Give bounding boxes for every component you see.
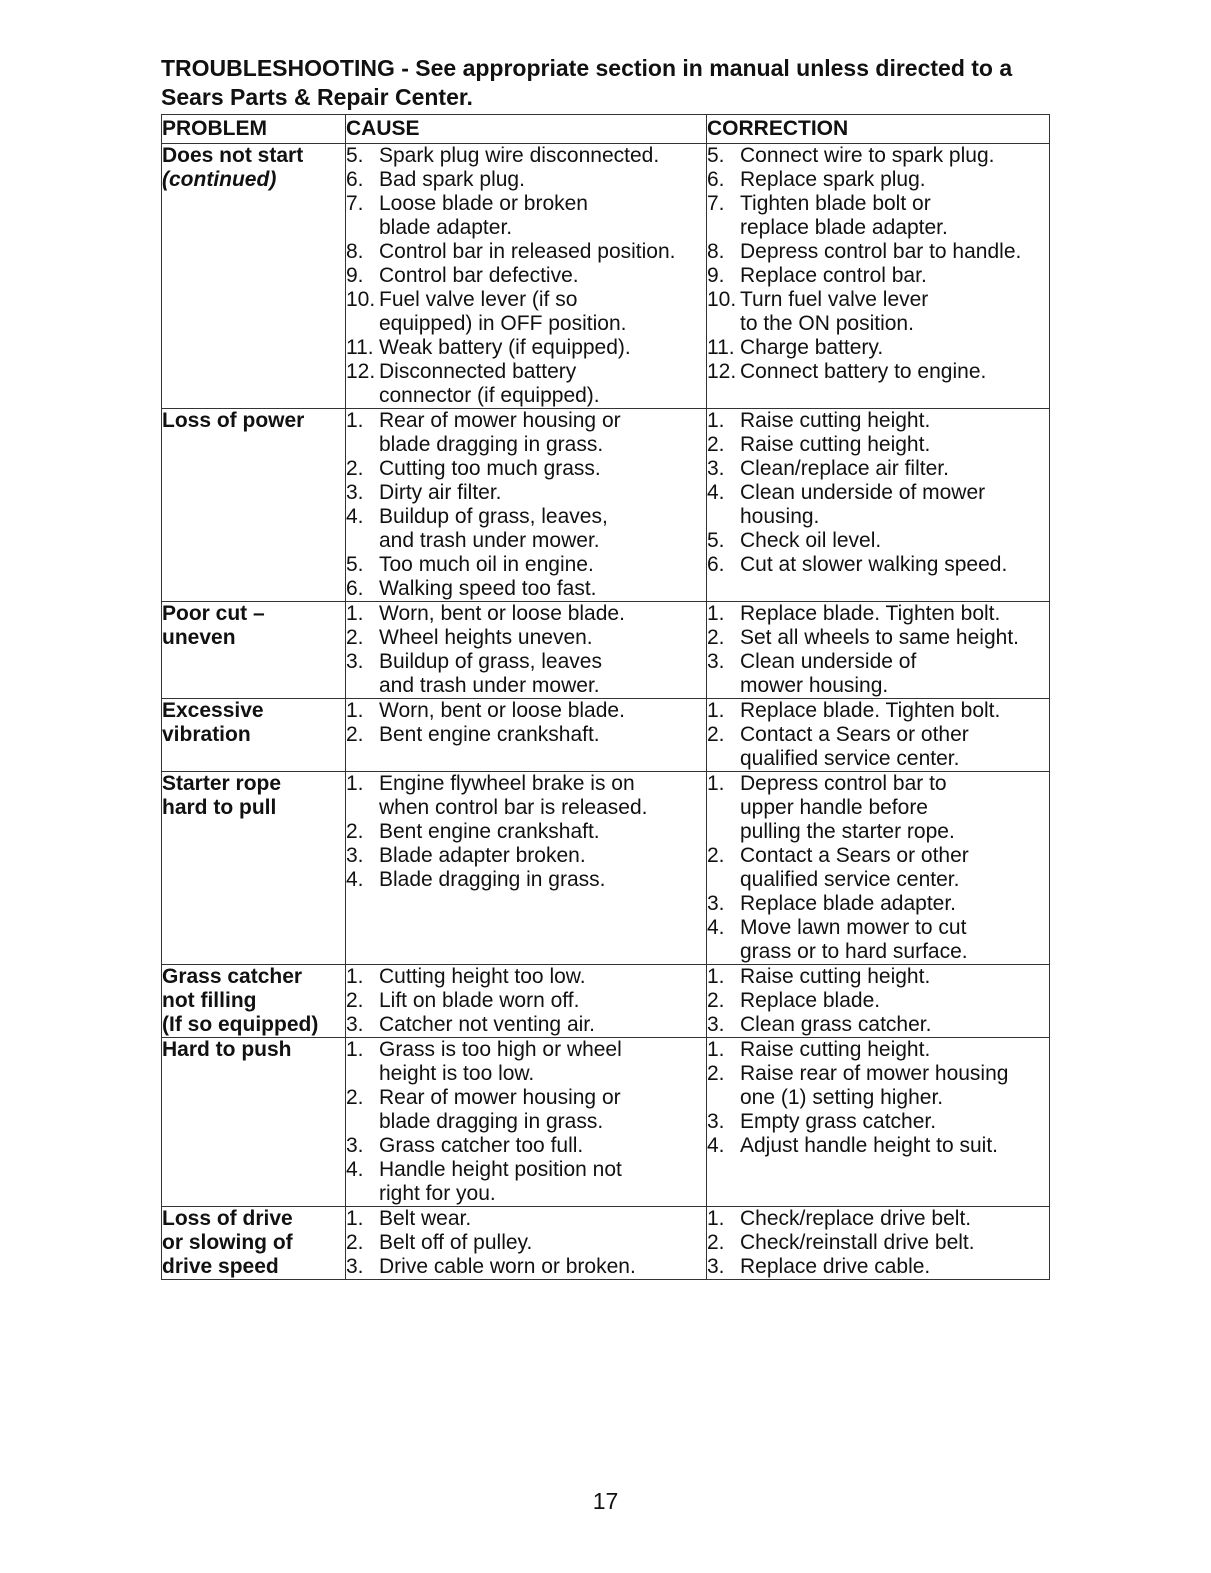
item-number: 3. — [707, 1013, 725, 1036]
item-number: 2. — [707, 433, 725, 456]
correction-item — [707, 602, 1049, 626]
item-text: Grass catcher too full. — [379, 1134, 584, 1157]
cause-cell — [346, 602, 707, 699]
problem-label: Starter rope hard to pull — [162, 772, 282, 819]
cause-item — [346, 1134, 706, 1158]
cause-item — [346, 772, 706, 820]
correction-item — [707, 1038, 1049, 1062]
problem-label: Excessive vibration — [162, 699, 264, 746]
item-number: 1. — [346, 965, 364, 988]
correction-cell — [707, 602, 1050, 699]
item-number: 4. — [346, 868, 364, 891]
problem-cell — [162, 409, 346, 602]
table-row — [162, 409, 1050, 602]
correction-cell — [707, 1038, 1050, 1207]
item-text: Cut at slower walking speed. — [740, 553, 1008, 576]
item-text: Clean/replace air filter. — [740, 457, 949, 480]
correction-item — [707, 553, 1049, 577]
cause-item — [346, 1255, 706, 1279]
correction-cell — [707, 699, 1050, 772]
problem-label: Loss of drive or slowing of drive speed — [162, 1207, 293, 1278]
item-number: 3. — [707, 457, 725, 480]
correction-item — [707, 192, 1049, 240]
correction-cell — [707, 1207, 1050, 1280]
cause-item — [346, 553, 706, 577]
cause-item — [346, 168, 706, 192]
correction-item — [707, 650, 1049, 698]
correction-item — [707, 1255, 1049, 1279]
item-text: Replace blade. — [740, 989, 881, 1012]
correction-item — [707, 916, 1049, 964]
item-text: Loose blade or broken blade adapter. — [379, 192, 588, 239]
item-text: Buildup of grass, leaves, and trash under mower. — [379, 505, 608, 552]
cause-cell — [346, 1207, 707, 1280]
item-number: 1. — [346, 699, 364, 722]
item-text: Rear of mower housing or blade dragging in grass. — [379, 409, 621, 456]
cause-item — [346, 457, 706, 481]
correction-item — [707, 989, 1049, 1013]
item-text: Raise cutting height. — [740, 1038, 931, 1061]
correction-item — [707, 844, 1049, 892]
correction-item — [707, 168, 1049, 192]
correction-cell — [707, 144, 1050, 409]
cause-item — [346, 192, 706, 240]
item-text: Bent engine crankshaft. — [379, 820, 600, 843]
item-number: 2. — [707, 989, 725, 1012]
item-text: Blade dragging in grass. — [379, 868, 606, 891]
item-text: Connect battery to engine. — [740, 360, 987, 383]
problem-cell — [162, 144, 346, 409]
cause-cell — [346, 409, 707, 602]
correction-item — [707, 1207, 1049, 1231]
correction-item — [707, 965, 1049, 989]
table-row — [162, 772, 1050, 965]
cause-cell — [346, 699, 707, 772]
problem-cell — [162, 602, 346, 699]
item-text: Raise cutting height. — [740, 433, 931, 456]
item-text: Rear of mower housing or blade dragging in grass. — [379, 1086, 621, 1133]
cause-item — [346, 965, 706, 989]
item-text: Bad spark plug. — [379, 168, 525, 191]
table-row — [162, 144, 1050, 409]
page-title: TROUBLESHOOTING - See appropriate section in manual unless directed to a Sears Parts & Repair Center. — [161, 55, 1013, 110]
item-number: 1. — [346, 409, 364, 432]
item-number: 1. — [707, 1207, 725, 1230]
correction-item — [707, 1062, 1049, 1110]
correction-item — [707, 772, 1049, 844]
cause-item — [346, 1038, 706, 1086]
item-number: 2. — [346, 989, 364, 1012]
correction-item — [707, 240, 1049, 264]
cause-cell — [346, 1038, 707, 1207]
cause-item — [346, 1086, 706, 1134]
item-number: 1. — [346, 1207, 364, 1230]
item-text: Tighten blade bolt or replace blade adapter. — [740, 192, 948, 239]
cause-item — [346, 1013, 706, 1037]
item-text: Clean underside of mower housing. — [740, 481, 986, 528]
item-text: Move lawn mower to cut grass or to hard surface. — [740, 916, 968, 963]
correction-item — [707, 264, 1049, 288]
item-text: Drive cable worn or broken. — [379, 1255, 636, 1278]
item-number: 6. — [707, 553, 725, 576]
problem-cell — [162, 772, 346, 965]
item-text: Walking speed too fast. — [379, 577, 597, 600]
correction-item — [707, 892, 1049, 916]
table-row — [162, 1207, 1050, 1280]
item-number: 3. — [346, 481, 364, 504]
correction-cell — [707, 772, 1050, 965]
item-number: 9. — [707, 264, 725, 287]
item-text: Too much oil in engine. — [379, 553, 594, 576]
correction-item — [707, 1110, 1049, 1134]
item-number: 11. — [346, 336, 374, 359]
page-number: 17 — [592, 1488, 619, 1514]
correction-item — [707, 529, 1049, 553]
troubleshooting-table — [161, 114, 1050, 1280]
item-number: 1. — [707, 772, 725, 795]
item-number: 10. — [346, 288, 376, 311]
item-text: Check/replace drive belt. — [740, 1207, 972, 1230]
item-number: 5. — [346, 144, 364, 167]
cause-item — [346, 626, 706, 650]
item-number: 1. — [707, 409, 725, 432]
item-text: Lift on blade worn off. — [379, 989, 580, 1012]
item-number: 12. — [707, 360, 737, 383]
cause-item — [346, 989, 706, 1013]
cause-item — [346, 288, 706, 336]
item-text: Raise cutting height. — [740, 965, 931, 988]
problem-sublabel: (continued) — [162, 168, 277, 191]
item-number: 4. — [346, 1158, 364, 1181]
cause-item — [346, 650, 706, 698]
item-text: Replace spark plug. — [740, 168, 926, 191]
item-number: 3. — [707, 1255, 725, 1278]
item-text: Engine flywheel brake is on when control bar is released. — [379, 772, 648, 819]
item-text: Control bar defective. — [379, 264, 579, 287]
correction-cell — [707, 965, 1050, 1038]
cause-item — [346, 577, 706, 601]
item-text: Fuel valve lever (if so equipped) in OFF position. — [379, 288, 627, 335]
item-text: Contact a Sears or other qualified service center. — [740, 844, 969, 891]
cause-cell — [346, 772, 707, 965]
cause-item — [346, 481, 706, 505]
correction-item — [707, 144, 1049, 168]
item-number: 10. — [707, 288, 737, 311]
header-problem: PROBLEM — [162, 115, 346, 144]
cause-item — [346, 602, 706, 626]
item-text: Replace blade. Tighten bolt. — [740, 699, 1001, 722]
item-text: Spark plug wire disconnected. — [379, 144, 660, 167]
problem-label: Hard to push — [162, 1038, 292, 1061]
item-text: Blade adapter broken. — [379, 844, 586, 867]
item-text: Replace drive cable. — [740, 1255, 931, 1278]
item-number: 2. — [707, 626, 725, 649]
item-number: 1. — [707, 1038, 725, 1061]
item-text: Cutting too much grass. — [379, 457, 601, 480]
item-text: Cutting height too low. — [379, 965, 586, 988]
item-number: 2. — [707, 1062, 725, 1085]
item-text: Check/reinstall drive belt. — [740, 1231, 975, 1254]
item-text: Empty grass catcher. — [740, 1110, 937, 1133]
cause-cell — [346, 144, 707, 409]
cause-item — [346, 336, 706, 360]
table-row — [162, 699, 1050, 772]
item-text: Clean grass catcher. — [740, 1013, 932, 1036]
item-number: 2. — [346, 1231, 364, 1254]
item-number: 6. — [346, 168, 364, 191]
correction-item — [707, 481, 1049, 529]
correction-item — [707, 699, 1049, 723]
item-number: 4. — [707, 481, 725, 504]
item-text: Grass is too high or wheel height is too low. — [379, 1038, 622, 1085]
item-number: 1. — [346, 602, 364, 625]
cause-item — [346, 1158, 706, 1206]
item-number: 8. — [346, 240, 364, 263]
item-text: Contact a Sears or other qualified service center. — [740, 723, 969, 770]
item-number: 3. — [346, 1013, 364, 1036]
item-number: 2. — [707, 844, 725, 867]
cause-item — [346, 723, 706, 747]
cause-item — [346, 360, 706, 408]
correction-item — [707, 626, 1049, 650]
correction-item — [707, 409, 1049, 433]
item-number: 4. — [707, 916, 725, 939]
header-correction: CORRECTION — [707, 115, 1050, 144]
item-number: 3. — [346, 1255, 364, 1278]
item-number: 11. — [707, 336, 735, 359]
item-text: Replace blade. Tighten bolt. — [740, 602, 1001, 625]
problem-cell — [162, 1207, 346, 1280]
item-number: 2. — [346, 1086, 364, 1109]
item-number: 6. — [707, 168, 725, 191]
item-number: 3. — [346, 844, 364, 867]
item-text: Dirty air filter. — [379, 481, 502, 504]
cause-item — [346, 409, 706, 457]
cause-cell — [346, 965, 707, 1038]
cause-item — [346, 144, 706, 168]
problem-label: Poor cut – uneven — [162, 602, 265, 649]
item-number: 3. — [707, 650, 725, 673]
item-number: 2. — [346, 820, 364, 843]
problem-cell — [162, 965, 346, 1038]
item-number: 1. — [346, 1038, 364, 1061]
problem-label: Does not start — [162, 144, 304, 167]
item-text: Buildup of grass, leaves and trash under mower. — [379, 650, 602, 697]
table-row — [162, 965, 1050, 1038]
item-number: 1. — [707, 602, 725, 625]
item-number: 2. — [346, 723, 364, 746]
cause-item — [346, 1207, 706, 1231]
header-cause: CAUSE — [346, 115, 707, 144]
item-text: Weak battery (if equipped). — [379, 336, 631, 359]
item-number: 9. — [346, 264, 364, 287]
item-number: 1. — [707, 699, 725, 722]
correction-item — [707, 1013, 1049, 1037]
item-text: Charge battery. — [740, 336, 884, 359]
item-text: Connect wire to spark plug. — [740, 144, 995, 167]
item-number: 2. — [346, 457, 364, 480]
cause-item — [346, 868, 706, 892]
item-number: 6. — [346, 577, 364, 600]
correction-item — [707, 336, 1049, 360]
item-text: Depress control bar to handle. — [740, 240, 1022, 263]
item-number: 3. — [346, 650, 364, 673]
item-text: Handle height position not right for you. — [379, 1158, 622, 1205]
item-number: 3. — [707, 892, 725, 915]
item-number: 2. — [707, 1231, 725, 1254]
item-number: 2. — [707, 723, 725, 746]
item-text: Belt wear. — [379, 1207, 472, 1230]
table-row — [162, 602, 1050, 699]
item-text: Set all wheels to same height. — [740, 626, 1019, 649]
item-number: 7. — [707, 192, 725, 215]
item-number: 1. — [707, 965, 725, 988]
item-number: 2. — [346, 626, 364, 649]
item-number: 3. — [346, 1134, 364, 1157]
item-text: Adjust handle height to suit. — [740, 1134, 999, 1157]
item-text: Wheel heights uneven. — [379, 626, 593, 649]
item-number: 7. — [346, 192, 364, 215]
item-text: Replace blade adapter. — [740, 892, 956, 915]
table-body — [162, 144, 1050, 1280]
item-text: Belt off of pulley. — [379, 1231, 533, 1254]
item-text: Depress control bar to upper handle before pulling the starter rope. — [740, 772, 955, 843]
table-row — [162, 1038, 1050, 1207]
problem-label: Loss of power — [162, 409, 305, 432]
correction-item — [707, 1231, 1049, 1255]
item-text: Control bar in released position. — [379, 240, 676, 263]
item-text: Worn, bent or loose blade. — [379, 602, 625, 625]
correction-item — [707, 433, 1049, 457]
item-text: Catcher not venting air. — [379, 1013, 595, 1036]
item-text: Clean underside of mower housing. — [740, 650, 917, 697]
problem-label: Grass catcher not filling (If so equipped) — [162, 965, 319, 1036]
correction-item — [707, 1134, 1049, 1158]
cause-item — [346, 820, 706, 844]
item-number: 5. — [707, 144, 725, 167]
correction-item — [707, 723, 1049, 771]
item-text: Turn fuel valve lever to the ON position. — [740, 288, 929, 335]
item-number: 4. — [346, 505, 364, 528]
item-number: 1. — [346, 772, 364, 795]
item-text: Check oil level. — [740, 529, 882, 552]
correction-cell — [707, 409, 1050, 602]
item-number: 5. — [346, 553, 364, 576]
item-text: Raise cutting height. — [740, 409, 931, 432]
table-header-row — [162, 115, 1050, 144]
cause-item — [346, 264, 706, 288]
cause-item — [346, 699, 706, 723]
item-number: 8. — [707, 240, 725, 263]
item-number: 3. — [707, 1110, 725, 1133]
item-number: 12. — [346, 360, 376, 383]
item-text: Worn, bent or loose blade. — [379, 699, 625, 722]
item-number: 5. — [707, 529, 725, 552]
correction-item — [707, 288, 1049, 336]
cause-item — [346, 505, 706, 553]
item-text: Disconnected battery connector (if equipped). — [379, 360, 600, 407]
item-text: Replace control bar. — [740, 264, 927, 287]
problem-cell — [162, 699, 346, 772]
cause-item — [346, 240, 706, 264]
item-text: Bent engine crankshaft. — [379, 723, 600, 746]
correction-item — [707, 360, 1049, 384]
problem-cell — [162, 1038, 346, 1207]
correction-item — [707, 457, 1049, 481]
item-number: 4. — [707, 1134, 725, 1157]
cause-item — [346, 1231, 706, 1255]
cause-item — [346, 844, 706, 868]
item-text: Raise rear of mower housing one (1) setting higher. — [740, 1062, 1009, 1109]
